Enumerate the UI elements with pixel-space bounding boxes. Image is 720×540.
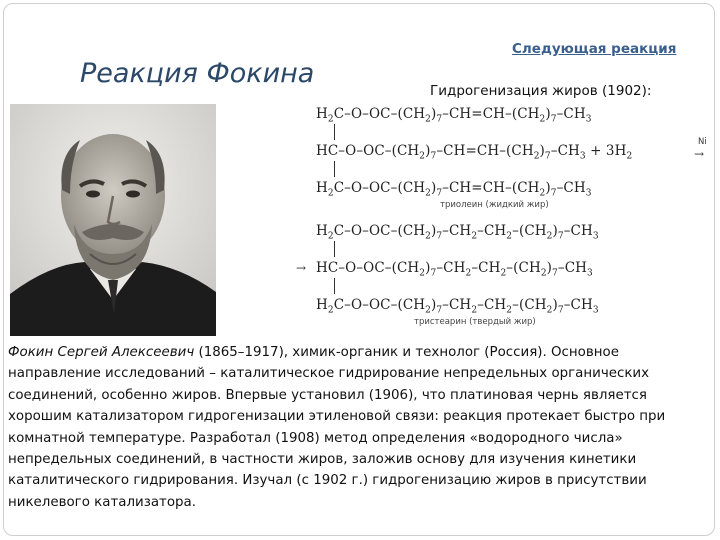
bond-line — [334, 161, 335, 177]
catalyst-label: Ni — [698, 137, 707, 147]
reaction-arrow-left: → — [296, 261, 307, 275]
slide-title: Реакция Фокина — [80, 58, 315, 89]
tristearin-line-2: $HC-O-OC-(CH_2)_7-CH_2-CH_2-(CH_2)_7-CH_3$ — [316, 260, 593, 279]
tristearin-note: тристеарин (твердый жир) — [414, 317, 536, 327]
tristearin-line-3: $H_2C-O-OC-(CH_2)_7-CH_2-CH_2-(CH_2)_7-CH_3$ — [316, 297, 599, 316]
triolein-line-2: $HC-O-OC-(CH_2)_7-CH=CH-(CH_2)_7-CH_3 + 3H_2$ — [316, 143, 633, 162]
biography-text — [8, 342, 712, 513]
portrait-photo — [10, 104, 216, 336]
bond-line — [334, 124, 335, 140]
tristearin-line-1: $H_2C-O-OC-(CH_2)_7-CH_2-CH_2-(CH_2)_7-CH_3$ — [316, 223, 599, 242]
triolein-note: триолеин (жидкий жир) — [440, 200, 549, 210]
hydrogenation-scheme — [292, 103, 712, 335]
biography-body: (1865–1917), химик-органик и технолог (Россия). Основное направление исследований – каталитическое гидрирование непредельных органических соединений, особенно жиров. Впервые установил (1906), что платиновая чернь является хорошим катализатором гидрогенизации этиленовой связи: реакция протекает быстро при комнатной температуре. Разработал (1908) метод определения «водородного числа» непредельных соединений, в частности жиров, заложив основу для изучения кинетики каталитического гидрирования. Изучал (с 1902 г.) гидрогенизацию жиров в присутствии никелевого катализатора. — [8, 345, 666, 510]
bond-line — [334, 241, 335, 257]
bond-line — [334, 278, 335, 294]
reaction-caption: Гидрогенизация жиров (1902): — [430, 83, 652, 99]
next-reaction-link[interactable]: Следующая реакция — [512, 41, 677, 57]
reaction-arrow-right: → — [694, 147, 705, 161]
triolein-line-1: $H_2C-O-OC-(CH_2)_7-CH=CH-(CH_2)_7-CH_3$ — [316, 106, 592, 125]
triolein-line-3: $H_2C-O-OC-(CH_2)_7-CH=CH-(CH_2)_7-CH_3$ — [316, 180, 592, 199]
scientist-name: Фокин Сергей Алексеевич — [8, 345, 195, 360]
